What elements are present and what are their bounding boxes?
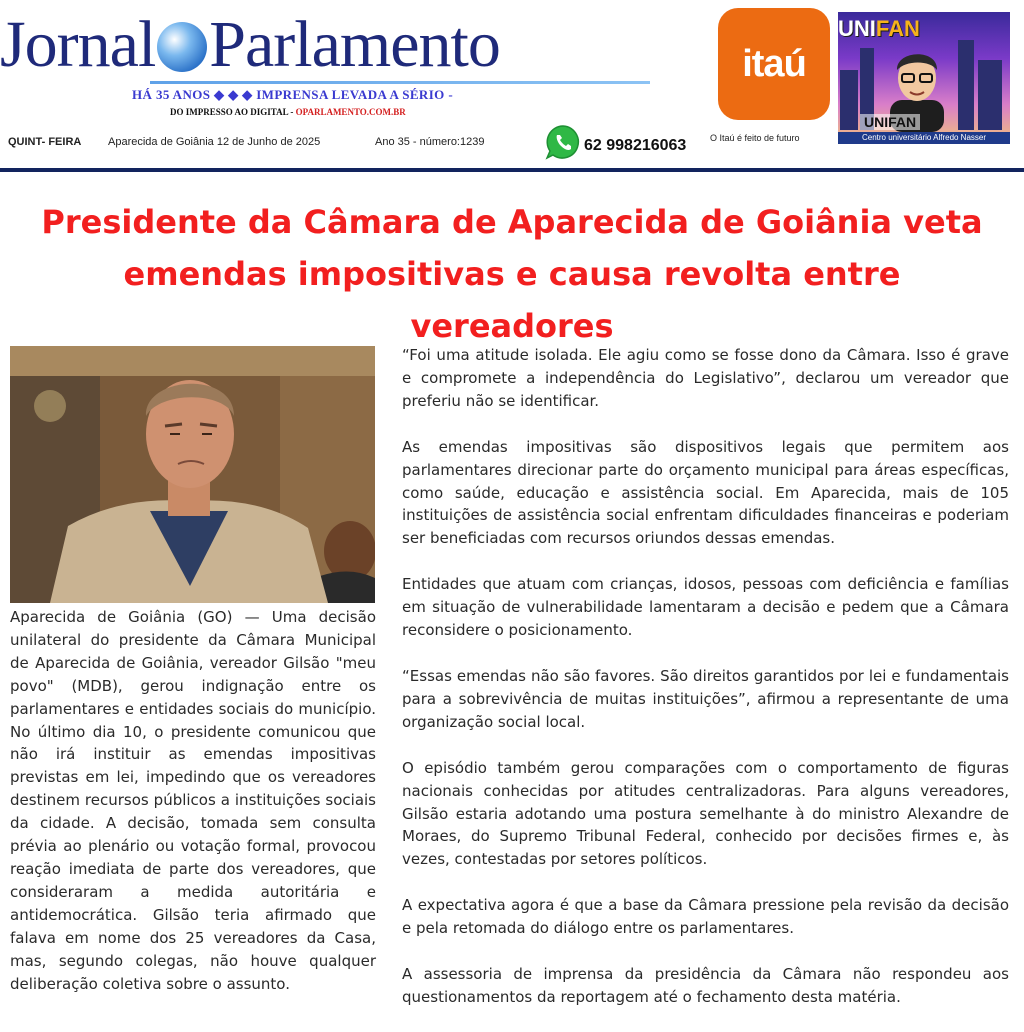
issue-number: Ano 35 - número:1239 xyxy=(375,136,485,148)
weekday: QUINT- FEIRA xyxy=(8,136,82,148)
unifan-brand xyxy=(838,16,920,42)
itau-slogan: O Itaú é feito de futuro xyxy=(710,133,800,143)
globe-icon xyxy=(157,22,207,72)
site-url-link[interactable]: OPARLAMENTO.COM.BR xyxy=(295,107,406,117)
article-paragraph: “Foi uma atitude isolada. Ele agiu como se fosse dono da Câmara. Isso é grave e compromete a independência do Legislativo”, declarou um vereador que preferiu não se identificar. xyxy=(402,346,1009,410)
unifan-brand-part2: FAN xyxy=(875,16,920,41)
dateline: Aparecida de Goiânia 12 de Junho de 2025 xyxy=(108,136,321,148)
article-paragraph: A expectativa agora é que a base da Câmara pressione pela revisão da decisão e pela retomada do diálogo entre os parlamentares. xyxy=(402,896,1009,938)
article-lead-paragraph: Aparecida de Goiânia (GO) — Uma decisão unilateral do presidente da Câmara Municipal de Aparecida de Goiânia, vereador Gilsão "meu povo" (MDB), gerou indignação entre os parlamentares e entidades sociais do município. No último dia 10, o presidente comunicou que não irá instituir as emendas impositivas previstas em lei, impedindo que os vereadores destinem recursos públicos a instituições sociais da cidade. A decisão, tomada sem consulta prévia ao plenário ou votação formal, provocou reação imediata de parte dos vereadores, que consideraram a medida autoritária e antidemocrática. Gilsão teria afirmado que falava em nome dos 25 vereadores da Casa, mas, segundo colegas, não houve qualquer deliberação coletiva sobre o assunto. xyxy=(10,608,376,993)
article-paragraph: O episódio também gerou comparações com o comportamento de figuras nacionais conhecidas por atitudes centralizadoras. Para alguns vereadores, Gilsão estaria adotando uma postura semelhante à do ministro Alexandre de Moraes, do Supremo Tribunal Federal, conhecido por decisões firmes e, às vezes, contestadas por setores políticos. xyxy=(402,758,1009,869)
building-shape xyxy=(840,70,858,130)
article-photo xyxy=(10,346,375,603)
masthead-title-part2: Parlamento xyxy=(209,8,500,81)
unifan-caption: Centro universitário Alfredo Nasser xyxy=(838,132,1010,144)
phone-number[interactable]: 62 998216063 xyxy=(584,137,687,154)
tagline: HÁ 35 ANOS ◆ ◆ ◆ IMPRENSA LEVADA A SÉRIO - xyxy=(132,87,454,102)
building-shape xyxy=(978,60,1002,130)
itau-logo-text: itaú xyxy=(742,42,806,85)
unifan-ad[interactable] xyxy=(838,12,1010,144)
header-rule xyxy=(0,168,1024,172)
unifan-label: UNIFAN xyxy=(860,114,920,130)
article-paragraph: As emendas impositivas são dispositivos legais que permitem aos parlamentares direcionar parte do orçamento municipal para áreas específicas, como saúde, educação e assistência social. Em Aparecida, mais de 105 instituições de assistência social enfrentam dificuldades financeiras e poderiam ser beneficiadas com recursos oriundos dessas emendas. xyxy=(402,437,1009,548)
article-column-left xyxy=(10,606,376,995)
article-column-right xyxy=(402,344,1009,1032)
unifan-brand-part1: UNI xyxy=(838,16,876,41)
masthead-rule xyxy=(150,81,650,84)
subtagline-text: DO IMPRESSO AO DIGITAL - xyxy=(170,107,294,117)
article-paragraph: “Essas emendas não são favores. São direitos garantidos por lei e fundamentais para a sobrevivência de muitas instituições”, afirmou a representante de uma organização social local. xyxy=(402,666,1009,731)
subtagline xyxy=(170,107,406,117)
whatsapp-icon[interactable] xyxy=(544,123,582,161)
article-headline: Presidente da Câmara de Aparecida de Goiânia veta emendas impositivas e causa revolta entre vereadores xyxy=(41,203,983,345)
itau-ad-logo[interactable] xyxy=(718,8,830,120)
masthead-title-part1: Jornal xyxy=(0,8,156,81)
article-paragraph: A assessoria de imprensa da presidência da Câmara não respondeu aos questionamentos da reportagem até o fechamento desta matéria. xyxy=(402,965,1009,1006)
building-shape xyxy=(958,40,974,130)
article-paragraph: Entidades que atuam com crianças, idosos, pessoas com deficiência e famílias em situação de vulnerabilidade lamentaram a decisão e pedem que a Câmara reconsidere o posicionamento. xyxy=(402,575,1009,640)
masthead-title xyxy=(0,6,660,84)
